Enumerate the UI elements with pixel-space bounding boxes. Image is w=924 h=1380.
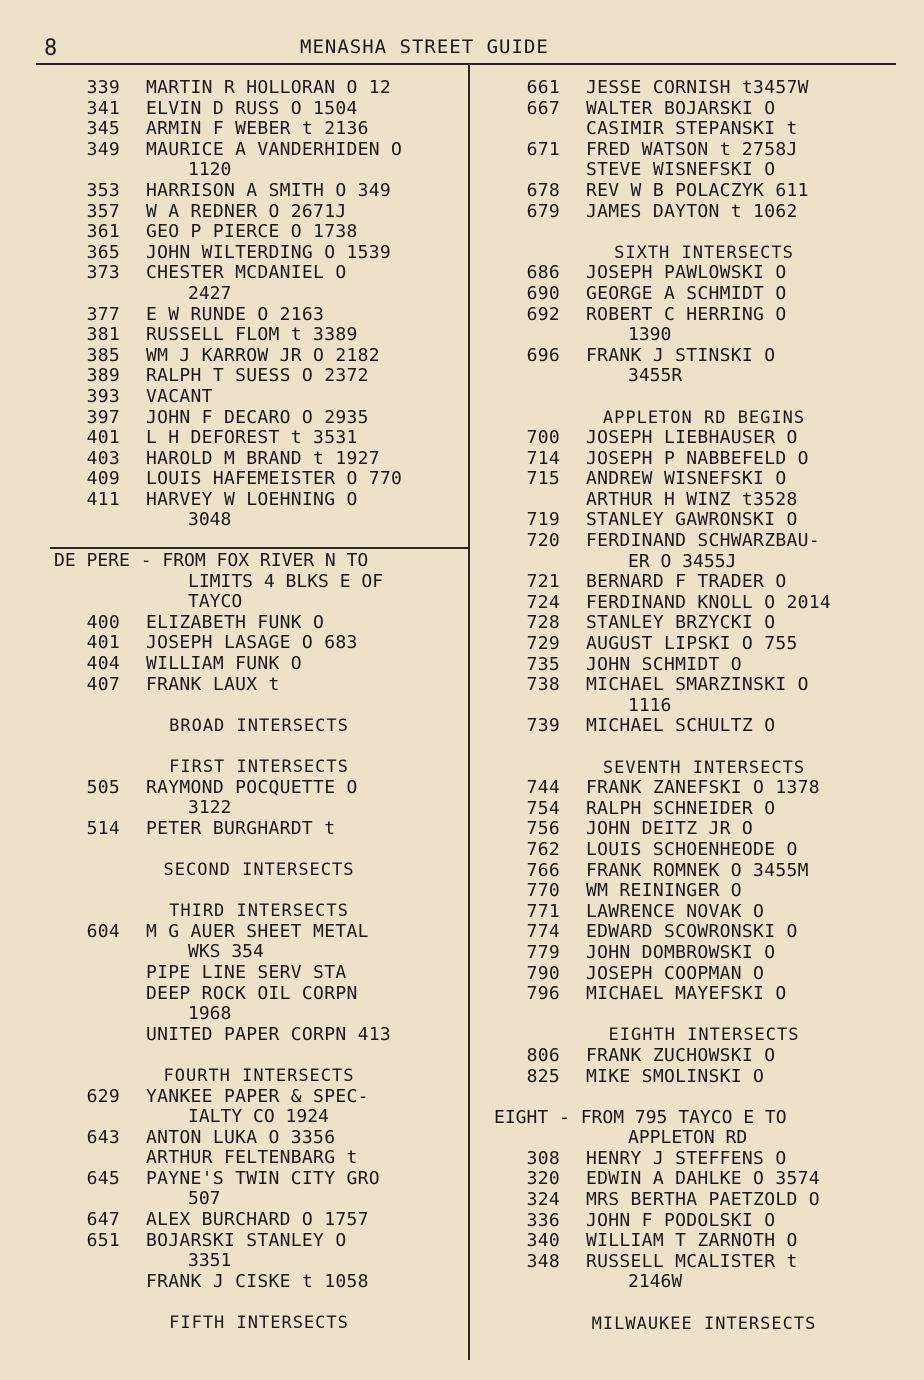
directory-entry [54, 1148, 464, 1169]
resident-name: JOHN F DECARO O 2935 [146, 406, 369, 428]
house-number: 361 [86, 221, 120, 243]
resident-name: E W RUNDE O 2163 [146, 303, 325, 325]
resident-name: ROBERT C HERRING O [586, 303, 787, 325]
resident-name: WILLIAM T ZARNOTH O [586, 1230, 798, 1252]
directory-entry [54, 490, 464, 511]
directory-entry [54, 366, 464, 387]
left-listing-a [54, 78, 464, 531]
directory-entry [54, 202, 464, 223]
intersection-label: SECOND INTERSECTS [163, 859, 355, 880]
house-number: 690 [526, 282, 560, 304]
page-header: MENASHA STREET GUIDE [300, 36, 549, 58]
house-number: 651 [86, 1229, 120, 1251]
directory-entry [494, 984, 914, 1005]
house-number: 389 [86, 365, 120, 387]
directory-entry [54, 78, 464, 99]
entry-continuation: 1968 [188, 1003, 232, 1025]
resident-name: CHESTER MCDANIEL O [146, 262, 347, 284]
section-heading-cont: TAYCO [188, 591, 243, 613]
house-number [54, 1025, 120, 1046]
house-number: 505 [86, 776, 120, 798]
resident-name: YANKEE PAPER & SPEC- [146, 1085, 369, 1107]
spacer [54, 695, 464, 716]
resident-name: ANDREW WISNEFSKI O [586, 468, 787, 490]
house-number: 345 [86, 118, 120, 140]
right-listing [494, 78, 914, 1334]
resident-name: LAWRENCE NOVAK O [586, 900, 765, 922]
resident-name: RUSSELL FLOM t 3389 [146, 324, 358, 346]
resident-name: STANLEY GAWRONSKI O [586, 509, 798, 531]
resident-name: WM REININGER O [586, 880, 742, 902]
directory-entry [54, 1128, 464, 1149]
house-number: 790 [526, 962, 560, 984]
resident-name: DEEP ROCK OIL CORPN [146, 982, 358, 1004]
directory-entry [494, 861, 914, 882]
house-number [54, 984, 120, 1005]
intersection-label: SIXTH INTERSECTS [614, 242, 794, 263]
house-number: 393 [86, 385, 120, 407]
resident-name: L H DEFOREST t 3531 [146, 427, 358, 449]
spacer [54, 1045, 464, 1066]
spacer [494, 737, 914, 758]
directory-entry [54, 263, 464, 284]
resident-name: M G AUER SHEET METAL [146, 920, 369, 942]
section-heading-cont: LIMITS 4 BLKS E OF [188, 570, 384, 592]
entry-continuation: 2427 [188, 282, 232, 304]
house-number: 373 [86, 262, 120, 284]
directory-entry [54, 346, 464, 367]
spacer [54, 1292, 464, 1313]
directory-entry [494, 799, 914, 820]
resident-name: RAYMOND POCQUETTE O [146, 776, 358, 798]
resident-name: JOSEPH PAWLOWSKI O [586, 262, 787, 284]
directory-entry [54, 613, 464, 634]
house-number [494, 490, 560, 511]
resident-name: FRANK ROMNEK O 3455M [586, 859, 809, 881]
intersection-label: MILWAUKEE INTERSECTS [591, 1313, 817, 1334]
spacer [494, 1293, 914, 1314]
resident-name: MIKE SMOLINSKI O [586, 1065, 765, 1087]
resident-name: EDWARD SCOWRONSKI O [586, 921, 798, 943]
spacer [54, 881, 464, 902]
resident-name: STEVE WISNEFSKI O [586, 159, 776, 181]
resident-name: MICHAEL SMARZINSKI O [586, 674, 809, 696]
resident-name: ARMIN F WEBER t 2136 [146, 118, 369, 140]
entry-continuation: 3048 [188, 509, 232, 531]
resident-name: GEO P PIERCE O 1738 [146, 221, 358, 243]
directory-entry [54, 99, 464, 120]
directory-entry [494, 902, 914, 923]
resident-name: JOSEPH LASAGE O 683 [146, 632, 358, 654]
entry-continuation: ER O 3455J [628, 550, 737, 572]
resident-name: ANTON LUKA O 3356 [146, 1126, 336, 1148]
directory-entry [494, 1169, 914, 1190]
house-number: 353 [86, 179, 120, 201]
left-column [54, 78, 464, 1334]
resident-name: RALPH T SUESS O 2372 [146, 365, 369, 387]
spacer [54, 736, 464, 757]
house-number: 724 [526, 591, 560, 613]
house-number: 403 [86, 447, 120, 469]
resident-name: EDWIN A DAHLKE O 3574 [586, 1168, 820, 1190]
house-number: 667 [526, 97, 560, 119]
directory-entry [494, 140, 914, 161]
resident-name: AUGUST LIPSKI O 755 [586, 633, 798, 655]
spacer [494, 222, 914, 243]
directory-entry [494, 490, 914, 511]
resident-name: HAROLD M BRAND t 1927 [146, 447, 380, 469]
resident-name: ELVIN D RUSS O 1504 [146, 97, 358, 119]
resident-name: PETER BURGHARDT t [146, 817, 336, 839]
intersection-label: FIRST INTERSECTS [169, 757, 349, 777]
left-listing-b [54, 613, 464, 1334]
directory-entry [54, 408, 464, 429]
house-number: 766 [526, 859, 560, 881]
resident-name: FRANK J CISKE t 1058 [146, 1270, 369, 1292]
directory-entry [54, 222, 464, 243]
directory-entry [494, 263, 914, 284]
resident-name: JAMES DAYTON t 1062 [586, 200, 798, 222]
directory-entry [494, 778, 914, 799]
directory-entry [494, 1149, 914, 1170]
resident-name: MICHAEL MAYEFSKI O [586, 983, 787, 1005]
intersection-label: FOURTH INTERSECTS [163, 1065, 355, 1086]
resident-name: MAURICE A VANDERHIDEN O [146, 138, 403, 160]
intersection-label: APPLETON RD BEGINS [602, 407, 806, 428]
directory-entry [54, 1231, 464, 1252]
house-number: 348 [526, 1250, 560, 1272]
entry-continuation: 507 [188, 1188, 221, 1210]
house-number: 729 [526, 633, 560, 655]
house-number: 754 [526, 797, 560, 819]
resident-name: WM J KARROW JR O 2182 [146, 344, 380, 366]
directory-entry [494, 675, 914, 696]
house-number: 401 [86, 632, 120, 654]
directory-entry [54, 984, 464, 1005]
entry-continuation: 3455R [628, 365, 683, 387]
resident-name: FRANK LAUX t [146, 673, 280, 695]
resident-name: GEORGE A SCHMIDT O [586, 282, 787, 304]
resident-name: HARVEY W LOEHNING O [146, 488, 358, 510]
directory-entry [54, 654, 464, 675]
resident-name: REV W B POLACZYK 611 [586, 179, 809, 201]
house-number: 771 [526, 900, 560, 922]
resident-name: FRED WATSON t 2758J [586, 138, 798, 160]
spacer [494, 387, 914, 408]
resident-name: RUSSELL MCALISTER t [586, 1250, 798, 1272]
house-number: 643 [86, 1126, 120, 1148]
house-number: 604 [86, 920, 120, 942]
directory-entry [54, 1169, 464, 1190]
directory-entry [494, 593, 914, 614]
directory-entry [494, 1067, 914, 1088]
directory-entry [54, 469, 464, 490]
directory-entry [494, 160, 914, 181]
house-number [54, 963, 120, 984]
directory-entry [54, 819, 464, 840]
house-number: 779 [526, 941, 560, 963]
house-number: 696 [526, 344, 560, 366]
house-number: 629 [86, 1085, 120, 1107]
resident-name: ARTHUR FELTENBARG t [146, 1147, 358, 1169]
directory-entry [494, 655, 914, 676]
directory-entry [494, 284, 914, 305]
resident-name: LOUIS HAFEMEISTER O 770 [146, 468, 403, 490]
resident-name: JOHN DEITZ JR O [586, 818, 754, 840]
house-number: 721 [526, 571, 560, 593]
house-number: 720 [526, 530, 560, 552]
resident-name: JOSEPH COOPMAN O [586, 962, 765, 984]
directory-entry [494, 510, 914, 531]
spacer [494, 1087, 914, 1108]
house-number: 377 [86, 303, 120, 325]
directory-entry [54, 922, 464, 943]
directory-entry [54, 305, 464, 326]
directory-entry [54, 633, 464, 654]
house-number: 336 [526, 1209, 560, 1231]
resident-name: HARRISON A SMITH O 349 [146, 179, 392, 201]
house-number: 340 [526, 1230, 560, 1252]
entry-continuation: 2146W [628, 1271, 683, 1293]
directory-entry [494, 449, 914, 470]
resident-name: HENRY J STEFFENS O [586, 1147, 787, 1169]
directory-entry [54, 243, 464, 264]
house-number [494, 119, 560, 140]
directory-entry [494, 634, 914, 655]
house-number: 308 [526, 1147, 560, 1169]
entry-continuation: 3351 [188, 1250, 232, 1272]
resident-name: PAYNE'S TWIN CITY GRO [146, 1167, 380, 1189]
directory-entry [494, 613, 914, 634]
resident-name: JOHN DOMBROWSKI O [586, 941, 776, 963]
entry-continuation: APPLETON RD [628, 1127, 748, 1149]
directory-entry [54, 1025, 464, 1046]
house-number: 715 [526, 468, 560, 490]
spacer [494, 1005, 914, 1026]
resident-name: LOUIS SCHOENHEODE O [586, 838, 798, 860]
resident-name: CASIMIR STEPANSKI t [586, 118, 798, 140]
entry-continuation: 1120 [188, 159, 232, 181]
house-number [54, 1148, 120, 1169]
directory-entry [54, 325, 464, 346]
directory-entry [494, 1046, 914, 1067]
directory-entry [54, 1210, 464, 1231]
directory-entry [494, 1231, 914, 1252]
entry-continuation: WKS 354 [188, 941, 264, 963]
resident-name: FERDINAND KNOLL O 2014 [586, 591, 832, 613]
house-number: 411 [86, 488, 120, 510]
directory-entry [494, 1211, 914, 1232]
entry-continuation: 1390 [628, 324, 672, 346]
resident-name: UNITED PAPER CORPN 413 [146, 1023, 392, 1045]
house-number: 339 [86, 77, 120, 98]
resident-name: ALEX BURCHARD O 1757 [146, 1209, 369, 1231]
directory-entry [494, 716, 914, 737]
house-number: 728 [526, 612, 560, 634]
house-number: 692 [526, 303, 560, 325]
house-number: 407 [86, 673, 120, 695]
house-number: 400 [86, 611, 120, 633]
directory-entry [54, 387, 464, 408]
resident-name: FRANK ZANEFSKI O 1378 [586, 777, 820, 799]
directory-entry [54, 140, 464, 161]
house-number: 774 [526, 921, 560, 943]
house-number: 762 [526, 838, 560, 860]
house-number: 357 [86, 200, 120, 222]
resident-name: MRS BERTHA PAETZOLD O [586, 1189, 820, 1211]
directory-entry [494, 346, 914, 367]
resident-name: FRANK ZUCHOWSKI O [586, 1044, 776, 1066]
resident-name: MARTIN R HOLLORAN O 12 [146, 77, 392, 98]
house-number: 349 [86, 138, 120, 160]
house-number: 320 [526, 1168, 560, 1190]
house-number: 514 [86, 817, 120, 839]
directory-entry [494, 99, 914, 120]
directory-entry [494, 469, 914, 490]
house-number [494, 160, 560, 181]
intersection-label: SEVENTH INTERSECTS [602, 757, 806, 778]
resident-name: BOJARSKI STANLEY O [146, 1229, 347, 1251]
directory-entry [494, 572, 914, 593]
directory-entry [494, 881, 914, 902]
directory-entry [494, 428, 914, 449]
page-number: 8 [44, 36, 58, 61]
house-number: 770 [526, 880, 560, 902]
directory-entry [54, 1272, 464, 1293]
header-rule [36, 63, 896, 65]
resident-name: W A REDNER O 2671J [146, 200, 347, 222]
intersection-label: THIRD INTERSECTS [169, 901, 349, 922]
resident-name: STANLEY BRZYCKI O [586, 612, 776, 634]
resident-name: FERDINAND SCHWARZBAU- [586, 530, 820, 552]
right-column [494, 78, 914, 1334]
resident-name: PIPE LINE SERV STA [146, 961, 347, 983]
house-number: 700 [526, 427, 560, 449]
spacer [54, 839, 464, 860]
house-number: 738 [526, 674, 560, 696]
section-heading: EIGHT - FROM 795 TAYCO E TO [494, 1106, 787, 1128]
house-number: 756 [526, 818, 560, 840]
resident-name: VACANT [146, 385, 213, 407]
resident-name: BERNARD F TRADER O [586, 571, 787, 593]
resident-name: WILLIAM FUNK O [146, 653, 302, 675]
house-number: 739 [526, 715, 560, 737]
section-heading: DE PERE - FROM FOX RIVER N TO [54, 550, 369, 572]
house-number: 661 [526, 77, 560, 98]
resident-name: WALTER BOJARSKI O [586, 97, 776, 119]
house-number: 686 [526, 262, 560, 284]
entry-continuation: 1116 [628, 694, 672, 716]
intersection-label: FIFTH INTERSECTS [169, 1313, 349, 1334]
directory-entry [494, 78, 914, 99]
directory-entry [54, 181, 464, 202]
house-number: 381 [86, 324, 120, 346]
directory-entry [494, 840, 914, 861]
resident-name: ELIZABETH FUNK O [146, 611, 325, 633]
house-number: 385 [86, 344, 120, 366]
intersection-label: BROAD INTERSECTS [169, 715, 349, 736]
resident-name: JOHN SCHMIDT O [586, 653, 742, 675]
directory-entry [54, 778, 464, 799]
column-divider [468, 63, 470, 1360]
house-number: 735 [526, 653, 560, 675]
house-number: 645 [86, 1167, 120, 1189]
directory-entry [494, 922, 914, 943]
entry-continuation: 3122 [188, 797, 232, 819]
directory-entry [494, 202, 914, 223]
directory-entry [494, 531, 914, 552]
house-number: 719 [526, 509, 560, 531]
house-number: 409 [86, 468, 120, 490]
directory-entry [54, 1087, 464, 1108]
house-number: 647 [86, 1209, 120, 1231]
directory-entry [494, 1190, 914, 1211]
resident-name: RALPH SCHNEIDER O [586, 797, 776, 819]
directory-entry [494, 119, 914, 140]
directory-entry [494, 305, 914, 326]
directory-entry [494, 181, 914, 202]
entry-continuation: IALTY CO 1924 [188, 1106, 329, 1128]
house-number: 825 [526, 1065, 560, 1087]
directory-entry [54, 963, 464, 984]
house-number: 679 [526, 200, 560, 222]
house-number: 806 [526, 1044, 560, 1066]
house-number: 401 [86, 427, 120, 449]
directory-entry [494, 943, 914, 964]
house-number: 796 [526, 983, 560, 1005]
directory-entry [54, 119, 464, 140]
resident-name: MICHAEL SCHULTZ O [586, 715, 776, 737]
resident-name: ARTHUR H WINZ t3528 [586, 488, 798, 510]
house-number: 365 [86, 241, 120, 263]
directory-entry [54, 675, 464, 696]
resident-name: FRANK J STINSKI O [586, 344, 776, 366]
resident-name: JESSE CORNISH t3457W [586, 77, 809, 98]
intersection-label: EIGHTH INTERSECTS [608, 1025, 800, 1046]
directory-entry [494, 819, 914, 840]
house-number: 324 [526, 1189, 560, 1211]
house-number: 678 [526, 179, 560, 201]
directory-entry [54, 449, 464, 470]
house-number: 671 [526, 138, 560, 160]
house-number: 341 [86, 97, 120, 119]
resident-name: JOHN F PODOLSKI O [586, 1209, 776, 1231]
directory-entry [494, 1252, 914, 1273]
house-number: 744 [526, 777, 560, 799]
resident-name: JOSEPH P NABBEFELD O [586, 447, 809, 469]
directory-entry [494, 964, 914, 985]
house-number: 714 [526, 447, 560, 469]
directory-entry [54, 428, 464, 449]
resident-name: JOHN WILTERDING O 1539 [146, 241, 392, 263]
house-number: 404 [86, 653, 120, 675]
house-number [54, 1272, 120, 1293]
house-number: 397 [86, 406, 120, 428]
resident-name: JOSEPH LIEBHAUSER O [586, 427, 798, 449]
